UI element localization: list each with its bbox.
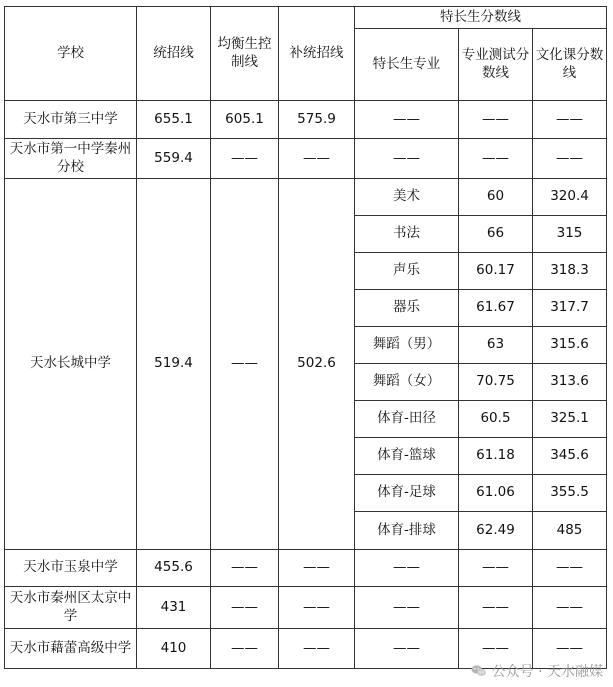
special-major-cell: 体育-足球: [355, 475, 459, 512]
dash-cell: ——: [533, 629, 607, 669]
dash-cell: ——: [279, 587, 355, 629]
wechat-icon: [470, 662, 488, 680]
dash-cell: ——: [533, 587, 607, 629]
special-major-cell: 美术: [355, 179, 459, 216]
major-test-cell: 61.18: [459, 438, 533, 475]
special-major-cell: 器乐: [355, 290, 459, 327]
table-row: [5, 587, 607, 629]
school-cell: 天水市藉蕾高级中学: [5, 629, 137, 669]
watermark-text: 公众号 · 天水融媒: [491, 664, 603, 680]
table-row: [5, 179, 607, 216]
dash-cell: ——: [211, 139, 279, 179]
major-test-cell: 60.5: [459, 401, 533, 438]
major-test-cell: 63: [459, 327, 533, 364]
special-major-cell: 声乐: [355, 253, 459, 290]
dash-cell: ——: [211, 179, 279, 550]
header-special-group: 特长生分数线: [355, 7, 607, 29]
major-test-cell: 61.67: [459, 290, 533, 327]
dash-cell: ——: [355, 139, 459, 179]
unified-cell: 559.4: [137, 139, 211, 179]
special-major-cell: 舞蹈（女）: [355, 364, 459, 401]
dash-cell: ——: [355, 101, 459, 139]
unified-cell: 455.6: [137, 550, 211, 587]
admission-score-table: [4, 6, 607, 669]
header-major-test: 专业测试分数线: [459, 29, 533, 101]
dash-cell: ——: [533, 101, 607, 139]
dash-cell: ——: [355, 550, 459, 587]
header-supplement: 补统招线: [279, 7, 355, 101]
culture-cell: 317.7: [533, 290, 607, 327]
header-culture: 文化课分数线: [533, 29, 607, 101]
supplement-cell: 575.9: [279, 101, 355, 139]
header-balanced: 均衡生控制线: [211, 7, 279, 101]
school-cell: 天水市第三中学: [5, 101, 137, 139]
major-test-cell: 70.75: [459, 364, 533, 401]
balanced-cell: 605.1: [211, 101, 279, 139]
watermark: [470, 661, 603, 681]
dash-cell: ——: [533, 139, 607, 179]
dash-cell: ——: [279, 629, 355, 669]
supplement-cell: 502.6: [279, 179, 355, 550]
culture-cell: 313.6: [533, 364, 607, 401]
culture-cell: 325.1: [533, 401, 607, 438]
major-test-cell: 61.06: [459, 475, 533, 512]
special-major-cell: 体育-排球: [355, 512, 459, 550]
culture-cell: 345.6: [533, 438, 607, 475]
dash-cell: ——: [459, 550, 533, 587]
major-test-cell: 66: [459, 216, 533, 253]
major-test-cell: 62.49: [459, 512, 533, 550]
unified-cell: 655.1: [137, 101, 211, 139]
header-unified: 统招线: [137, 7, 211, 101]
unified-cell: 519.4: [137, 179, 211, 550]
unified-cell: 431: [137, 587, 211, 629]
top-edge: [0, 0, 613, 5]
header-school: 学校: [5, 7, 137, 101]
major-test-cell: 60.17: [459, 253, 533, 290]
dash-cell: ——: [279, 550, 355, 587]
header-special-major: 特长生专业: [355, 29, 459, 101]
culture-cell: 355.5: [533, 475, 607, 512]
special-major-cell: 体育-篮球: [355, 438, 459, 475]
dash-cell: ——: [211, 629, 279, 669]
special-major-cell: 体育-田径: [355, 401, 459, 438]
dash-cell: ——: [355, 587, 459, 629]
special-major-cell: 舞蹈（男）: [355, 327, 459, 364]
dash-cell: ——: [459, 629, 533, 669]
culture-cell: 320.4: [533, 179, 607, 216]
table-row: [5, 139, 607, 179]
dash-cell: ——: [355, 629, 459, 669]
dash-cell: ——: [211, 550, 279, 587]
table-row: [5, 550, 607, 587]
dash-cell: ——: [459, 139, 533, 179]
dash-cell: ——: [211, 587, 279, 629]
school-cell: 天水市玉泉中学: [5, 550, 137, 587]
dash-cell: ——: [533, 550, 607, 587]
dash-cell: ——: [459, 101, 533, 139]
culture-cell: 485: [533, 512, 607, 550]
culture-cell: 315.6: [533, 327, 607, 364]
unified-cell: 410: [137, 629, 211, 669]
culture-cell: 315: [533, 216, 607, 253]
dash-cell: ——: [279, 139, 355, 179]
school-cell: 天水市秦州区太京中学: [5, 587, 137, 629]
table-row: [5, 101, 607, 139]
major-test-cell: 60: [459, 179, 533, 216]
dash-cell: ——: [459, 587, 533, 629]
culture-cell: 318.3: [533, 253, 607, 290]
school-cell: 天水长城中学: [5, 179, 137, 550]
school-cell: 天水市第一中学秦州分校: [5, 139, 137, 179]
special-major-cell: 书法: [355, 216, 459, 253]
